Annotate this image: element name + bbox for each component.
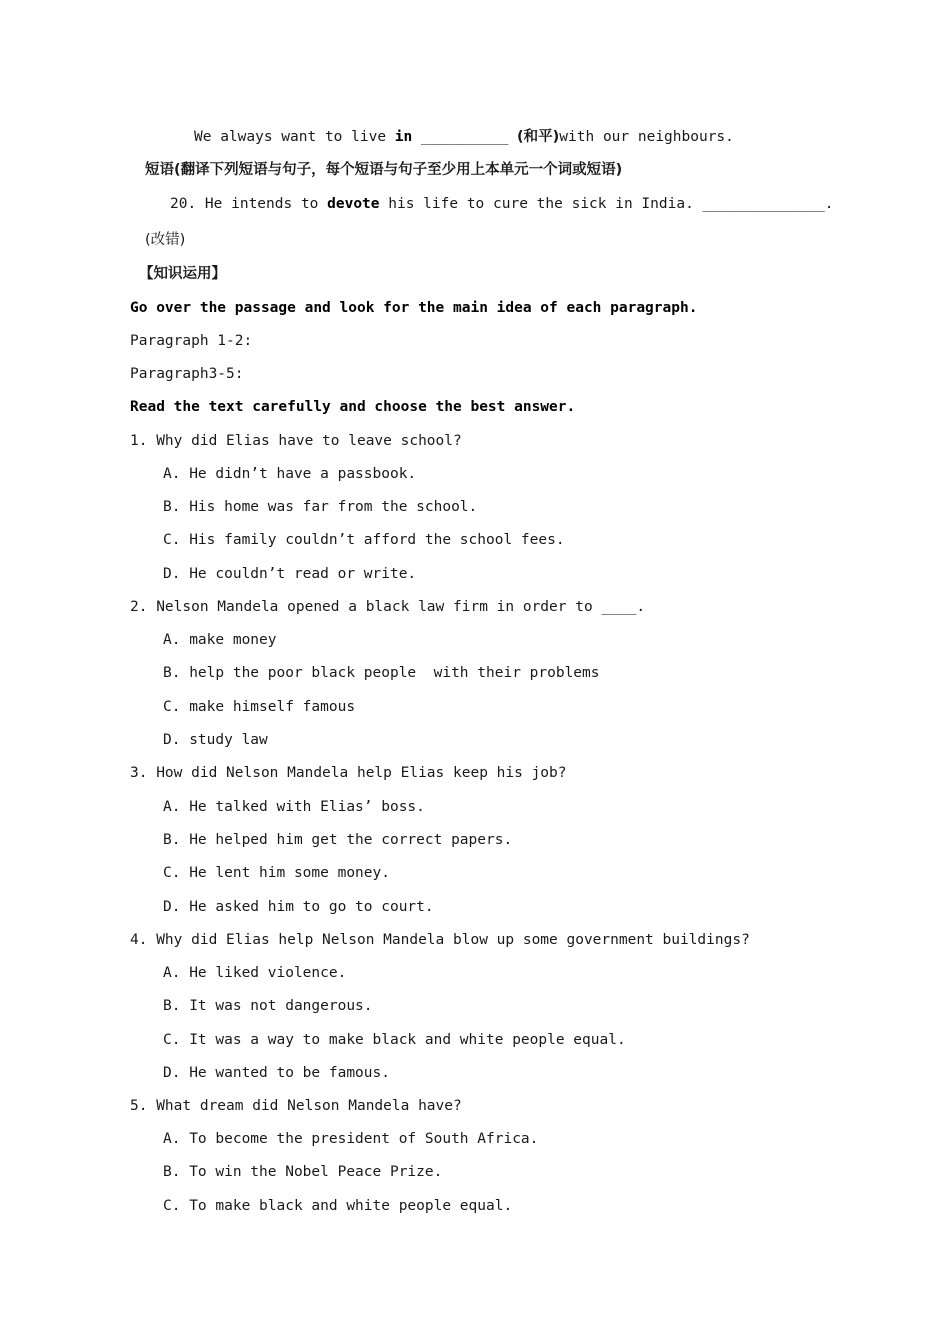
item-20 bbox=[170, 194, 833, 214]
paragraph-3-5-label: Paragraph3-5: bbox=[130, 366, 244, 382]
question-1: 1. Why did Elias have to leave school? bbox=[130, 433, 462, 449]
correction-label: (改错) bbox=[145, 232, 186, 248]
question-2-option-d: D. study law bbox=[163, 732, 268, 748]
peace-sentence-hint: (和平) bbox=[517, 129, 560, 145]
question-4-option-a: A. He liked violence. bbox=[163, 965, 347, 981]
peace-sentence-keyword: in bbox=[394, 129, 413, 145]
question-1-option-c: C. His family couldn’t afford the school fees. bbox=[163, 532, 565, 548]
question-5-option-a: A. To become the president of South Africa. bbox=[163, 1131, 539, 1147]
question-4: 4. Why did Elias help Nelson Mandela blow up some government buildings? bbox=[130, 932, 750, 948]
peace-sentence bbox=[194, 127, 734, 147]
question-2: 2. Nelson Mandela opened a black law firm in order to ____. bbox=[130, 599, 646, 615]
question-3-option-a: A. He talked with Elias’ boss. bbox=[163, 799, 425, 815]
item-20-keyword: devote bbox=[327, 196, 380, 212]
question-5-option-b: B. To win the Nobel Peace Prize. bbox=[163, 1164, 443, 1180]
item-20-post: his life to cure the sick in India. ______________. bbox=[379, 196, 834, 212]
phrase-heading: 短语(翻译下列短语与句子，每个短语与句子至少用上本单元一个词或短语) bbox=[145, 162, 623, 178]
task-main-idea: Go over the passage and look for the main idea of each paragraph. bbox=[130, 300, 698, 316]
question-5-option-c: C. To make black and white people equal. bbox=[163, 1198, 513, 1214]
question-1-option-b: B. His home was far from the school. bbox=[163, 499, 478, 515]
item-20-pre: 20. He intends to bbox=[170, 196, 328, 212]
task-best-answer: Read the text carefully and choose the best answer. bbox=[130, 399, 576, 415]
question-2-option-c: C. make himself famous bbox=[163, 699, 356, 715]
question-2-option-b: B. help the poor black people with their problems bbox=[163, 665, 600, 681]
peace-sentence-pre: We always want to live bbox=[194, 129, 395, 145]
question-1-option-a: A. He didn’t have a passbook. bbox=[163, 466, 417, 482]
question-3-option-d: D. He asked him to go to court. bbox=[163, 899, 434, 915]
paragraph-1-2-label: Paragraph 1-2: bbox=[130, 333, 253, 349]
question-5: 5. What dream did Nelson Mandela have? bbox=[130, 1098, 462, 1114]
question-4-option-d: D. He wanted to be famous. bbox=[163, 1065, 390, 1081]
question-4-option-b: B. It was not dangerous. bbox=[163, 998, 373, 1014]
peace-sentence-blank: __________ bbox=[412, 129, 518, 145]
question-3: 3. How did Nelson Mandela help Elias keep his job? bbox=[130, 765, 567, 781]
peace-sentence-post: with our neighbours. bbox=[559, 129, 734, 145]
knowledge-heading: 【知识运用】 bbox=[139, 266, 226, 282]
question-2-option-a: A. make money bbox=[163, 632, 277, 648]
question-3-option-b: B. He helped him get the correct papers. bbox=[163, 832, 513, 848]
question-4-option-c: C. It was a way to make black and white people equal. bbox=[163, 1032, 626, 1048]
question-1-option-d: D. He couldn’t read or write. bbox=[163, 566, 417, 582]
question-3-option-c: C. He lent him some money. bbox=[163, 865, 390, 881]
